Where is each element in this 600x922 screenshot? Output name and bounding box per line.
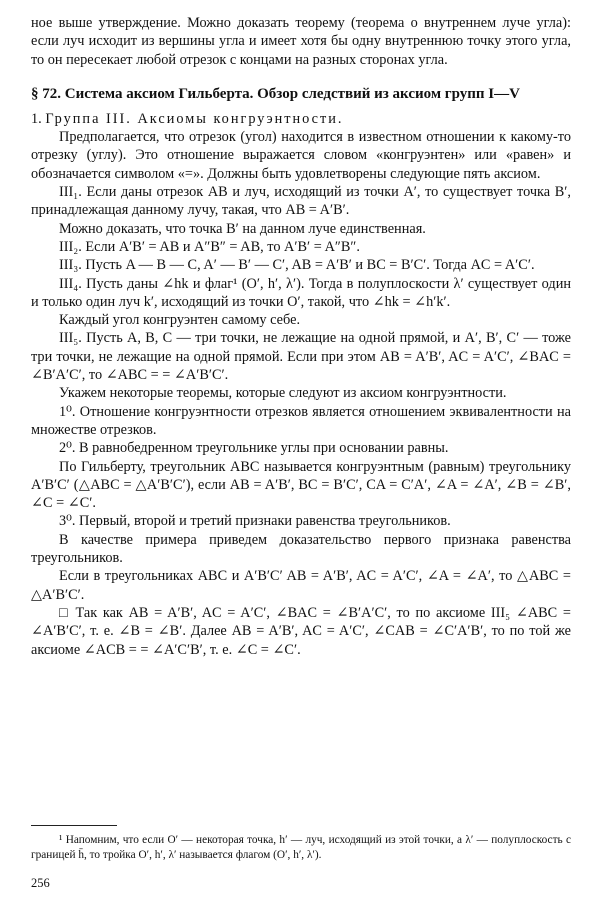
proof-paragraph: □ Так как AB = A′B′, AC = A′C′, ∠BAC = ∠B′A′C′, то по аксиоме III₅ ∠ABC = ∠A′B′C′, т. е. ∠B = ∠B′. Далее AB = A′B′, AC = A′C′, ∠CAB = ∠C′A′B′, то по той же аксиоме ∠ACB = = ∠A′C′B′, т. е. ∠C = ∠C′. <box>31 604 571 658</box>
theorem-1: 1⁰. Отношение конгруэнтности отрезков является отношением эквивалентности на множестве отрезков. <box>31 403 571 438</box>
footnote-rule <box>31 825 117 826</box>
group-heading <box>31 110 571 128</box>
paragraph: Предполагается, что отрезок (угол) находится в известном отношении к какому-то отрезку (углу). Это отношение выражается словом «конгруэнтен» или «равен» и обозначается символом «=». Должны быть удовлетворены следующие пять аксиом. <box>31 129 571 182</box>
intro-paragraph: ное выше утверждение. Можно доказать теорему (теорема о внутреннем луче угла): если луч исходит из вершины угла и имеет хотя бы одну внутреннюю точку этого угла, то он пересекает любой отрезок с концами на разных сторонах угла. <box>31 15 571 68</box>
axiom-III1: III₁. Если даны отрезок AB и луч, исходящий из точки A′, то существует точка B′, принадлежащая данному лучу, такая, что AB = A′B′. <box>31 184 571 219</box>
paragraph: В качестве примера приведем доказательство первого признака равенства треугольников. <box>31 531 571 567</box>
spacer <box>31 69 571 85</box>
paragraph: По Гильберту, треугольник ABC называется конгруэнтным (равным) треугольнику A′B′C′ (△ABC = △A′B′C′), если AB = A′B′, BC = B′C′, CA = C′A′, ∠A = ∠A′, ∠B = ∠B′, ∠C = ∠C′. <box>31 458 571 512</box>
paragraph: Можно доказать, что точка B′ на данном луче единственная. <box>59 220 426 237</box>
axiom-III2: III₂. Если A′B′ = AB и A″B″ = AB, то A′B′ = A″B″. <box>59 238 360 255</box>
axiom-III3: III₃. Пусть A — B — C, A′ — B′ — C′, AB = A′B′ и BC = B′C′. Тогда AC = A′C′. <box>59 257 535 274</box>
page-body <box>31 14 571 659</box>
group-title: Группа III. Аксиомы конгруэнтности. <box>45 110 344 127</box>
section-title: § 72. Система аксиом Гильберта. Обзор следствий из аксиом групп I—V <box>31 85 520 102</box>
axiom-III4: III₄. Пусть даны ∠hk и флаг¹ (O′, h′, λ′). Тогда в полуплоскости λ′ существует один и только один луч k′, исходящий из точки O′, такой, что ∠hk = ∠h′k′. <box>31 275 571 310</box>
axiom-III5: III₅. Пусть A, B, C — три точки, не лежащие на одной прямой, и A′, B′, C′ — тоже три точки, не лежащие на одной прямой. Если при этом AB = A′B′, AC = A′C′, ∠BAC = ∠B′A′C′, то ∠ABC = = ∠A′B′C′. <box>31 330 571 384</box>
group-number: 1. <box>31 110 42 127</box>
paragraph: Если в треугольниках ABC и A′B′C′ AB = A′B′, AC = A′C′, ∠A = ∠A′, то △ABC = △A′B′C′. <box>31 568 571 603</box>
theorem-2: 2⁰. В равнобедренном треугольнике углы при основании равны. <box>59 440 449 457</box>
page-number: 256 <box>31 876 50 890</box>
footnote <box>31 833 571 863</box>
footnote-text: ¹ Напомним, что если O′ — некоторая точка, h′ — луч, исходящий из этой точки, а λ′ — полуплоскость с границей h̄, то тройка O′, h′, λ′ называется флагом (O′, h′, λ′). <box>31 834 571 861</box>
paragraph: Каждый угол конгруэнтен самому себе. <box>59 312 301 329</box>
paragraph: Укажем некоторые теоремы, которые следуют из аксиом конгруэнтности. <box>59 385 507 402</box>
theorem-3: 3⁰. Первый, второй и третий признаки равенства треугольников. <box>59 513 451 530</box>
